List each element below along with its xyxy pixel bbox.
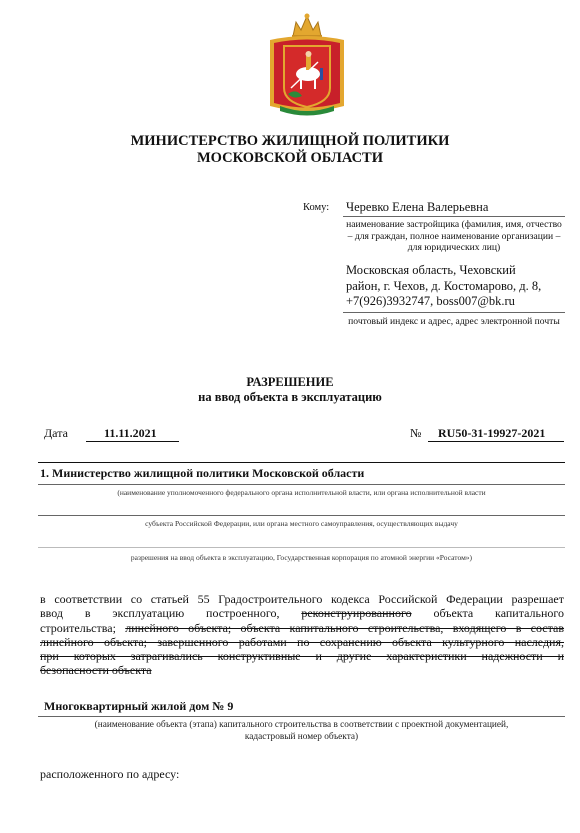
recipient-address-line3: +7(926)3932747, boss007@bk.ru xyxy=(346,294,515,308)
recipient-address-hint: почтовый индекс и адрес, адрес электронной почты xyxy=(348,316,560,327)
paragraph-line2 xyxy=(40,606,564,620)
section1-rule2 xyxy=(38,515,565,516)
paragraph-line5: при которых затрагивались конструктивные и другие характеристики надежности и xyxy=(40,649,564,664)
recipient-name-underline xyxy=(343,216,565,217)
object-hint-line2: кадастровый номер объекта) xyxy=(244,731,359,742)
date-value: 11.11.2021 xyxy=(104,426,157,440)
paragraph-line3-a: строительства; xyxy=(40,620,116,635)
date-underline xyxy=(86,441,179,442)
section1-top-rule xyxy=(38,462,565,463)
authority-hint-line2: субъекта Российской Федерации, или органа местного самоуправления, осуществляющих выдачу xyxy=(145,519,458,528)
recipient-address-line2: район, г. Чехов, д. Костомарово, д. 8, xyxy=(346,278,542,293)
paragraph-line2-c: объекта капитального xyxy=(433,606,565,621)
recipient-name-hint: наименование застройщика (фамилия, имя, отчество – для граждан, полное наименование организации – для юридических лиц) xyxy=(346,219,562,253)
issuing-authority: 1. Министерство жилищной политики Московской области xyxy=(40,466,365,480)
ministry-title-line2: МОСКОВСКОЙ ОБЛАСТИ xyxy=(196,150,383,166)
document-subtitle: на ввод объекта в эксплуатацию xyxy=(198,390,382,404)
recipient-address-underline xyxy=(343,312,565,313)
authority-hint-line3: разрешения на ввод объекта в эксплуатацию, Государственная корпорация по атомной энергии «Росатом») xyxy=(130,553,473,562)
recipient-name: Черевко Елена Валерьевна xyxy=(346,200,489,214)
paragraph-line3-struck: линейного объекта; объекта капитального строительства, входящего в состав xyxy=(125,620,565,635)
recipient-address xyxy=(346,263,541,310)
number-underline xyxy=(428,441,564,442)
paragraph-line1: в соответствии со статьей 55 Градостроительного кодекса Российской Федерации разрешает xyxy=(40,592,564,606)
paragraph-line4: линейного объекта; завершенного работами по сохранению объекта культурного наследия, xyxy=(40,634,564,649)
paragraph-line2-struck: реконструированного xyxy=(301,606,412,621)
section1-rule3 xyxy=(38,547,565,548)
document-title: РАЗРЕШЕНИЕ xyxy=(246,375,334,389)
date-label: Дата xyxy=(44,426,68,440)
section1-heading-rule xyxy=(38,484,565,485)
recipient-address-line1: Московская область, Чеховский xyxy=(346,263,516,277)
paragraph-line2-a: ввод в эксплуатацию построенного, xyxy=(40,606,280,621)
authority-hint-line1: (наименование уполномоченного федерального органа исполнительной власти, или органа исполнительной власти xyxy=(117,488,486,497)
object-name-rule xyxy=(38,716,565,717)
ministry-title-line1: МИНИСТЕРСТВО ЖИЛИЩНОЙ ПОЛИТИКИ xyxy=(130,133,450,149)
object-hint xyxy=(38,720,565,743)
paragraph-line3 xyxy=(40,621,564,635)
paragraph-line6: безопасности объекта xyxy=(40,663,152,678)
location-label: расположенного по адресу: xyxy=(40,767,180,781)
object-hint-line1: (наименование объекта (этапа) капитального строительства в соответствии с проектной документацией, xyxy=(94,720,509,730)
permission-paragraph xyxy=(40,592,564,678)
number-label: № xyxy=(410,426,422,440)
recipient-label: Кому: xyxy=(303,202,330,213)
object-name: Многоквартирный жилой дом № 9 xyxy=(44,699,234,713)
coat-of-arms-emblem xyxy=(266,10,348,116)
number-value: RU50-31-19927-2021 xyxy=(438,426,546,440)
